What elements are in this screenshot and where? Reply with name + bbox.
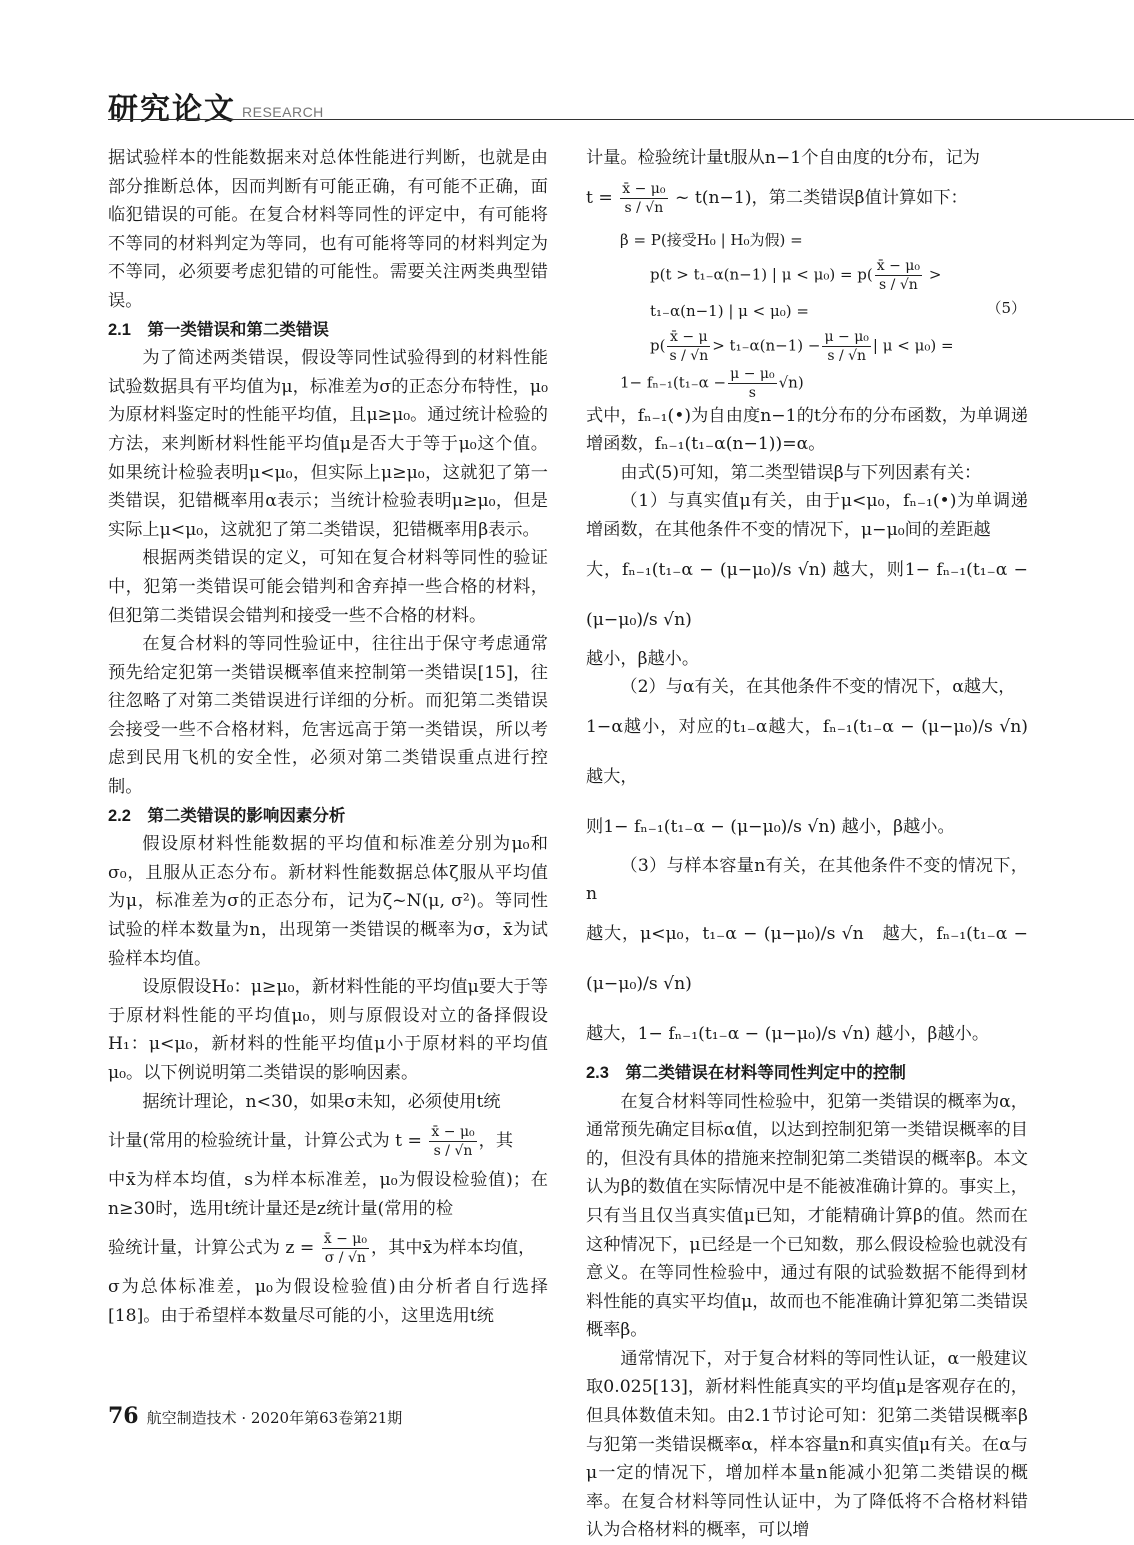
paragraph: σ为总体标准差，μ₀为假设检验值)由分析者自行选择[18]。由于希望样本数量尽可能的小，这里选用t统 [108, 1277, 548, 1326]
right-column [586, 144, 1028, 1545]
numerator: x̄ − μ₀ [323, 1231, 367, 1248]
numerator: x̄ − μ [667, 328, 710, 347]
fraction [875, 257, 922, 294]
section-heading-2-1: 2.1 第一类错误和第二类错误 [108, 320, 329, 339]
text: t = [586, 187, 613, 208]
denominator: s / √n [433, 1143, 473, 1160]
paragraph: 据试验样本的性能数据来对总体性能进行判断，也就是由部分推断总体，因而判断有可能正确，有可能不正确，面临犯错误的可能。在复合材料等同性的评定中，有可能将不等同的材料判定为等同，也有可能将等同的材料判定为不等同，必须要考虑犯错的可能性。需要关注两类典型错误。 [108, 148, 548, 311]
text: ~ t(n−1)，第二类错误β值计算如下： [674, 187, 968, 208]
page-header-subtitle: RESEARCH [242, 104, 324, 120]
paragraph: 据统计理论，n<30，如果σ未知，必须使用t统 [142, 1091, 501, 1112]
left-column [108, 144, 548, 1331]
text: ，其中x̄为样本均值， [370, 1238, 536, 1259]
numerator: x̄ − μ₀ [622, 180, 666, 197]
fraction [822, 328, 870, 365]
denominator: s / √n [879, 276, 918, 293]
paragraph: 式中，fₙ₋₁(•)为自由度n−1的t分布的分布函数，为单调递增函数，fₙ₋₁(t₁₋α(n−1))=α。 [586, 405, 1028, 455]
paragraph: 通常情况下，对于复合材料的等同性认证，α一般建议取0.025[13]，新材料性能真实的平均值μ是客观存在的，但具体数值未知。由2.1节讨论可知：犯第二类错误概率β与犯第一类错误概率α，样本容量n和真实值μ有关。在α与μ一定的情况下，增加样本量n能减小犯第二类错误的概率。在复合材料等同性认证中，为了降低将不合格材料错认为合格材料的概率，可以增 [586, 1348, 1028, 1541]
text: > t₁₋α(n−1) − [712, 336, 821, 355]
header-rule [108, 119, 1134, 120]
paragraph-with-formula [586, 173, 1028, 223]
paragraph: 设原假设H₀：μ≥μ₀，新材料性能的平均值μ要大于等于原材料性能的平均值μ₀，则与原假设对立的备择假设H₁：μ<μ₀，新材料的性能平均值μ小于原材料的平均值μ₀。以下例说明第二类错误的影响因素。 [108, 977, 548, 1083]
fraction [728, 365, 776, 402]
t-statistic-formula [429, 1123, 476, 1160]
paragraph: 假设原材料性能数据的平均值和标准差分别为μ₀和σ₀，且服从正态分布。新材料性能数据总体ζ服从平均值为μ，标准差为σ的正态分布，记为ζ~N(μ, σ²)。等同性试验的样本数量为n，出现第一类错误的概率为σ，x̄为试验样本均值。 [108, 834, 548, 969]
text: 1− fₙ₋₁(t₁₋α − [620, 373, 727, 392]
paragraph: 在复合材料等同性检验中，犯第一类错误的概率为α，通常预先确定目标α值，以达到控制犯第一类错误概率的目的，但没有具体的措施来控制犯第二类错误的概率β。本文认为β的数值在实际情况中是不能被准确计算的。事实上，只有当且仅当真实值μ已知，才能精确计算β的值。然而在这种情况下，μ已经是一个已知数，那么假设检验也就没有意义。在等同性检验中，通过有限的试验数据不能得到材料性能的真实平均值μ，故而也不能准确计算犯第二类错误概率β。 [586, 1091, 1028, 1341]
denominator: s [748, 384, 756, 401]
denominator: s / √n [669, 347, 709, 364]
paragraph: 在复合材料的等同性验证中，往往出于保守考虑通常预先给定犯第一类错误概率值来控制第一类错误[15]，往往忽略了对第二类错误进行详细的分析。而犯第二类错误会接受一些不合格材料，危害远高于第一类错误，所以考虑到民用飞机的安全性，必须对第二类错误重点进行控制。 [108, 634, 548, 798]
denominator: σ / √n [324, 1250, 366, 1267]
paragraph: 越大，1− fₙ₋₁(t₁₋α − (μ−μ₀)/s √n) 越小，β越小。 [586, 1023, 990, 1044]
equation-line [620, 365, 1028, 402]
equation-line: t₁₋α(n−1) | μ < μ₀) = [650, 301, 809, 320]
text: 计量(常用的检验统计量，计算公式为 t = [108, 1131, 422, 1152]
paragraph-with-formula [108, 1223, 548, 1273]
section-heading-2-3: 2.3 第二类错误在材料等同性判定中的控制 [586, 1063, 906, 1082]
paragraph: 则1− fₙ₋₁(t₁₋α − (μ−μ₀)/s √n) 越小，β越小。 [586, 816, 955, 837]
z-statistic-formula [322, 1230, 369, 1267]
numerator: x̄ − μ₀ [876, 257, 921, 274]
journal-info: 航空制造技术 · 2020年第63卷第21期 [146, 1409, 403, 1427]
paragraph: 由式(5)可知，第二类型错误β与下列因素有关： [620, 462, 982, 483]
paragraph: 为了简述两类错误，假设等同性试验得到的材料性能试验数据具有平均值为μ，标准差为σ的正态分布特性，μ₀为原材料鉴定时的性能平均值，且μ≥μ₀。通过统计检验的方法，来判断材料性能平均值μ是否大于等于μ₀这个值。如果统计检验表明μ<μ₀，但实际上μ≥μ₀，这就犯了第一类错误，犯错概率用α表示；当统计检验表明μ≥μ₀，但是实际上μ<μ₀，这就犯了第二类错误，犯错概率用β表示。 [108, 348, 548, 540]
paragraph: 计量。检验统计量t服从n−1个自由度的t分布，记为 [586, 148, 980, 168]
section-heading-2-2: 2.2 第二类错误的影响因素分析 [108, 806, 346, 825]
paragraph-with-formula [108, 1116, 548, 1166]
text: p(t > t₁₋α(n−1) | μ < μ₀) = p( [650, 265, 873, 284]
text: > [928, 265, 942, 284]
t-formula [620, 180, 667, 217]
paragraph: 根据两类错误的定义，可知在复合材料等同性的验证中，犯第一类错误可能会错判和舍弃掉一些合格的材料，但犯第二类错误会错判和接受一些不合格的材料。 [108, 548, 548, 626]
equation-number: （5） [986, 298, 1026, 317]
paragraph: 越小，β越小。 [586, 648, 700, 669]
equation-line: β = P(接受H₀ | H₀为假) = [620, 230, 803, 249]
numerator: x̄ − μ₀ [431, 1124, 475, 1141]
denominator: s / √n [827, 347, 867, 364]
text: ，其 [478, 1131, 514, 1152]
text: 验统计量，计算公式为 z = [108, 1238, 315, 1259]
text: | μ < μ₀) = [872, 336, 954, 355]
denominator: s / √n [624, 199, 664, 216]
page-header-title: 研究论文 [108, 92, 236, 127]
paragraph: （3）与样本容量n有关，在其他条件不变的情况下，n [586, 855, 1028, 905]
text: √n) [778, 373, 804, 392]
equation-5 [586, 223, 1028, 402]
paragraph: 中x̄为样本均值，s为样本标准差，μ₀为假设检验值)；在n≥30时，选用t统计量还是z统计量(常用的检 [108, 1170, 548, 1219]
page-footer [108, 1403, 402, 1429]
text: p( [650, 336, 666, 355]
fraction [667, 328, 710, 365]
paragraph: （2）与α有关，在其他条件不变的情况下，α越大， [620, 677, 1016, 698]
paragraph: （1）与真实值μ有关，由于μ<μ₀，fₙ₋₁(•)为单调递增函数，在其他条件不变的情况下，μ−μ₀间的差距越 [586, 491, 1028, 540]
numerator: μ − μ₀ [730, 365, 775, 382]
paragraph: 1−α越小，对应的t₁₋α越大，fₙ₋₁(t₁₋α − (μ−μ₀)/s √n) 越大， [586, 716, 1028, 787]
page-number: 76 [108, 1403, 139, 1429]
paragraph: 越大，μ<μ₀，t₁₋α − (μ−μ₀)/s √n 越大，fₙ₋₁(t₁₋α − (μ−μ₀)/s √n) [586, 923, 1028, 994]
numerator: μ − μ₀ [824, 328, 869, 345]
equation-line [620, 257, 1028, 294]
equation-line [620, 328, 1028, 365]
paragraph: 大，fₙ₋₁(t₁₋α − (μ−μ₀)/s √n) 越大，则1− fₙ₋₁(t₁₋α − (μ−μ₀)/s √n) [586, 559, 1028, 630]
